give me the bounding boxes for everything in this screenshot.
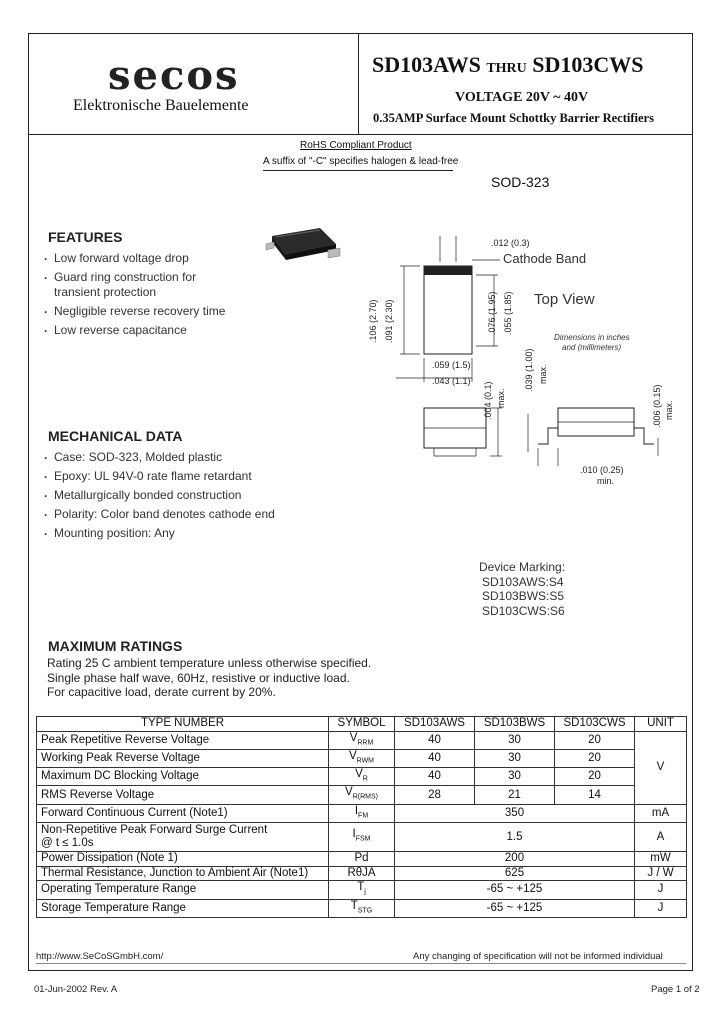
table-row [37,804,687,822]
value-b: 21 [475,786,555,804]
dim-012: .012 (0.3) [491,238,530,248]
param-symbol: $V_{R(RMS)}$ [329,786,395,804]
param-name: Operating Temperature Range [37,881,329,899]
value-a: 40 [395,768,475,786]
ratings-heading: MAXIMUM RATINGS [48,638,183,654]
value-a: 40 [395,749,475,767]
ratings-notes [47,656,371,700]
marking-line: SD103BWS:S5 [482,589,565,603]
table-row [37,899,687,917]
table-row [37,852,687,867]
param-symbol: Pd [329,852,395,867]
header-divider-horizontal [28,134,693,135]
list-item: . Epoxy: UL 94V-0 rate flame retardant [44,467,275,486]
value-all: 625 [395,866,635,881]
table-row [37,768,687,786]
table-row [37,866,687,881]
param-name: Working Peak Reverse Voltage [37,749,329,767]
param-symbol: RθJA [329,866,395,881]
param-name: RMS Reverse Voltage [37,786,329,804]
param-symbol: $V_{RRM}$ [329,731,395,749]
table-row [37,881,687,899]
param-name: Non-Repetitive Peak Forward Surge Current @ t ≤ 1.0s [37,823,329,852]
device-marking [470,560,565,618]
page-number: Page 1 of 2 [651,984,700,995]
table-header-row [37,717,687,732]
cathode-band-label: Cathode Band [503,251,587,266]
dim-106: .106 (2.70) [368,299,378,343]
value-all: 350 [395,804,635,822]
list-item: . Guard ring construction for [44,268,225,287]
package-photo [262,222,342,268]
part-title [372,52,644,78]
param-name: Thermal Resistance, Junction to Ambient Air (Note1) [37,866,329,881]
halogen-note: A suffix of "-C" specifies halogen & lead-free [263,156,459,167]
ratings-note: Rating 25 C ambient temperature unless otherwise specified. [47,656,372,670]
website-link[interactable]: http://www.SeCoSGmbH.com/ [36,951,164,962]
value-c: 14 [555,786,635,804]
param-symbol: $V_R$ [329,768,395,786]
company-logo: secos [108,52,240,99]
footer-divider [36,963,686,964]
dim-006: .006 (0.15) [652,384,662,428]
value-all: 200 [395,852,635,867]
table-row [37,823,687,852]
list-item: . Low forward voltage drop [44,249,225,268]
param-unit: A [635,823,687,852]
revision-date: 01-Jun-2002 Rev. A [34,984,118,995]
list-item: . Mounting position: Any [44,524,275,543]
param-name: Forward Continuous Current (Note1) [37,804,329,822]
table-header: SD103BWS [475,717,555,732]
value-b: 30 [475,749,555,767]
table-header: SD103CWS [555,717,635,732]
dim-004-max: max. [496,388,506,408]
list-item: . Low reverse capacitance [44,321,225,340]
list-item: . Negligible reverse recovery time [44,302,225,321]
dim-039: .039 (1.00) [524,348,534,392]
dim-010-min: min. [597,476,615,486]
spec-notice: Any changing of specification will not be informed individual [413,951,663,962]
value-a: 40 [395,731,475,749]
features-list [44,249,225,340]
value-all: -65 ~ +125 [395,899,635,917]
voltage-range: VOLTAGE 20V ~ 40V [455,90,589,105]
param-name: Power Dissipation (Note 1) [37,852,329,867]
dim-004: .004 (0.1) [483,381,493,420]
package-name: SOD-323 [491,174,550,190]
dim-043: .043 (1.1) [432,376,471,386]
value-c: 20 [555,749,635,767]
param-symbol: $T_j$ [329,881,395,899]
table-row [37,786,687,804]
mechanical-heading: MECHANICAL DATA [48,428,183,444]
dims-note-2: and (millimeters) [562,343,622,352]
dim-039-max: max. [538,364,548,384]
param-unit: J / W [635,866,687,881]
list-item: . Metallurgically bonded construction [44,486,275,505]
table-row [37,749,687,767]
part-from: SD103AWS [372,52,481,77]
value-all: -65 ~ +125 [395,881,635,899]
dim-010: .010 (0.25) [580,465,624,475]
ratings-note: For capacitive load, derate current by 20%. [47,685,276,699]
value-a: 28 [395,786,475,804]
param-symbol: $V_{RWM}$ [329,749,395,767]
param-unit: mW [635,852,687,867]
dim-091: .091 (2.30) [384,299,394,343]
marking-line: SD103AWS:S4 [482,574,564,589]
param-symbol: $T_{STG}$ [329,899,395,917]
mechanical-list [44,448,275,543]
part-to: SD103CWS [532,52,644,77]
features-heading: FEATURES [48,229,123,245]
table-row [37,731,687,749]
marking-line: SD103CWS:S6 [482,603,565,618]
value-c: 20 [555,731,635,749]
param-symbol: $I_{FM}$ [329,804,395,822]
table-header: TYPE NUMBER [37,717,329,732]
table-header: SYMBOL [329,717,395,732]
param-name: Storage Temperature Range [37,899,329,917]
product-description: 0.35AMP Surface Mount Schottky Barrier Rectifiers [373,111,654,125]
rohs-note: RoHS Compliant Product [300,140,412,151]
list-item: transient protection [54,285,157,299]
ratings-table [36,716,687,918]
dims-note-1: Dimensions in inches [554,333,630,342]
halogen-underline [263,170,453,171]
list-item: . Case: SOD-323, Molded plastic [44,448,275,467]
header-divider-vertical [358,33,359,135]
dim-055: .055 (1.85) [503,291,513,335]
company-name: Elektronische Bauelemente [73,97,249,114]
param-name: Maximum DC Blocking Voltage [37,768,329,786]
value-b: 30 [475,768,555,786]
value-b: 30 [475,731,555,749]
param-unit: J [635,899,687,917]
marking-title: Device Marking: [479,560,566,574]
table-header: SD103AWS [395,717,475,732]
ratings-note: Single phase half wave, 60Hz, resistive or inductive load. [47,670,350,685]
list-item: . Polarity: Color band denotes cathode end [44,505,275,524]
value-all: 1.5 [395,823,635,852]
param-name: Peak Repetitive Reverse Voltage [37,731,329,749]
value-c: 20 [555,768,635,786]
param-symbol: $I_{FSM}$ [329,823,395,852]
param-unit: mA [635,804,687,822]
dim-059: .059 (1.5) [432,360,471,370]
top-view-label: Top View [534,291,595,308]
thru-label: THRU [486,61,527,76]
dim-076: .076 (1.95) [487,291,497,335]
dim-006-max: max. [664,400,674,420]
side-view-drawing [410,396,690,486]
param-unit: V [635,731,687,804]
table-header: UNIT [635,717,687,732]
param-unit: J [635,881,687,899]
